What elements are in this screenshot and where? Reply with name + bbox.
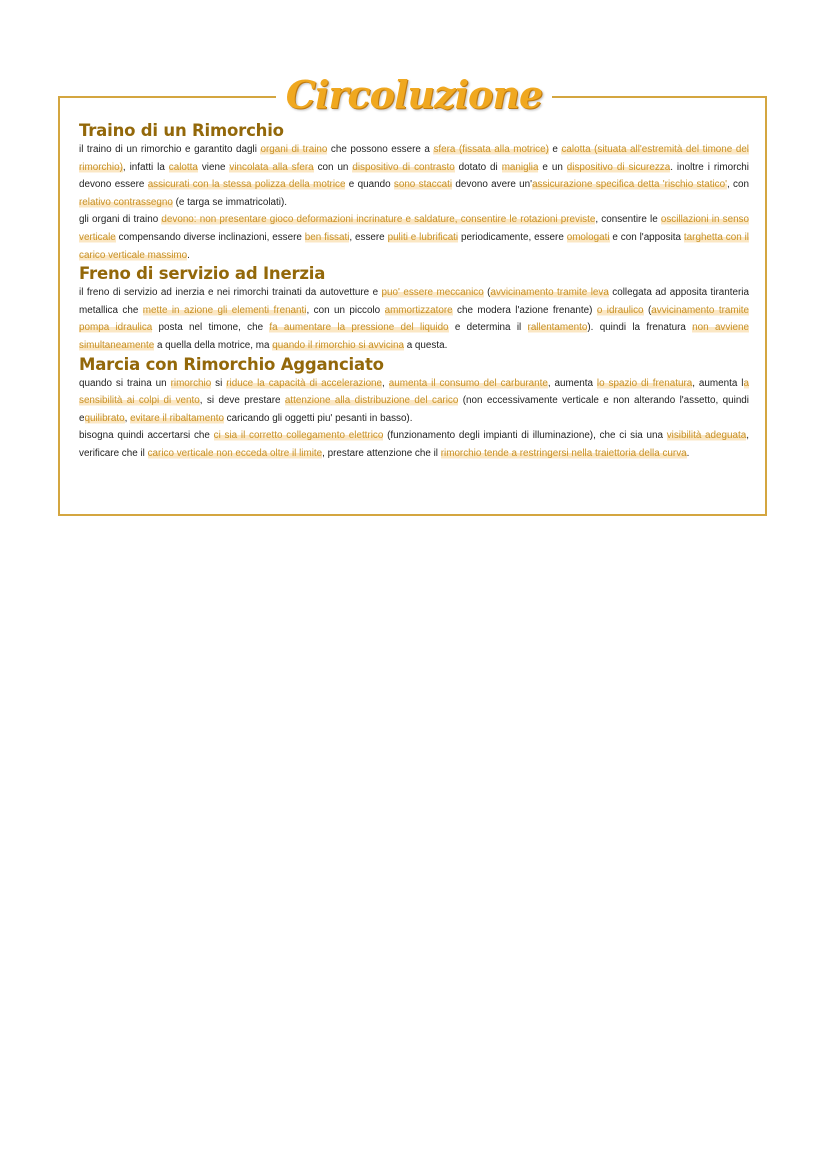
text: quando si traina un [79, 377, 171, 389]
highlighted-text: puliti e lubrificati [387, 231, 459, 243]
highlighted-text: a sensibilità ai colpi di vento [79, 377, 750, 407]
section-heading: Traino di un Rimorchio [79, 121, 284, 140]
text: , prestare attenzione che il [322, 447, 441, 459]
highlighted-text: assicurati con la stessa polizza della motrice [147, 179, 346, 191]
highlighted-text: quando il rimorchio si avvicina [272, 339, 404, 351]
paragraph [79, 375, 749, 428]
text: , consentire le [595, 214, 661, 226]
highlighted-text: devono: non presentare gioco deformazioni incrinature e saldature, consentire le rotazioni previste [161, 214, 596, 226]
text: e con l'apposita [609, 231, 684, 243]
text: . [187, 249, 190, 261]
text: ( [643, 304, 652, 316]
text: collegata ad apposita tiranteria metallica che [79, 287, 749, 316]
highlighted-text: dispositivo di contrasto [352, 161, 455, 173]
section-heading: Marcia con Rimorchio Agganciato [79, 354, 384, 374]
highlighted-text: relativo contrassegno [79, 196, 173, 208]
text: ). quindi la frenatura [587, 322, 693, 334]
text: con un [313, 161, 353, 173]
text: e quando [345, 179, 394, 191]
highlighted-text: quilibrato [84, 412, 125, 424]
text: , infatti la [122, 161, 169, 173]
text: e un [538, 161, 567, 173]
text: il traino di un rimorchio e garantito dagli [79, 144, 261, 155]
text: , [382, 377, 389, 389]
text: dotato di [454, 161, 502, 173]
highlighted-text: o idraulico [596, 304, 644, 316]
text: il freno di servizio ad inerzia e nei rimorchi trainati da autovetture e [79, 287, 382, 299]
text: compensando diverse inclinazioni, essere [115, 231, 305, 243]
highlighted-text: evitare il ribaltamento [130, 412, 224, 424]
highlighted-text: rimorchio tende a restringersi nella traiettoria della curva [440, 447, 687, 459]
highlighted-text: omologati [566, 231, 610, 243]
text: posta nel timone, che [152, 322, 270, 334]
highlighted-text: carico verticale non ecceda oltre il limite [147, 447, 323, 459]
highlighted-text: visibilità adeguata [666, 430, 747, 442]
section-heading: Freno di servizio ad Inerzia [79, 264, 326, 284]
text: devono avere un' [452, 179, 533, 191]
text: , [124, 412, 131, 424]
page-title: Circoluzione [276, 72, 552, 117]
highlighted-text: non avviene simultaneamente [79, 322, 749, 351]
text: periodicamente, essere [458, 231, 567, 243]
highlighted-text: organi di traino [260, 144, 328, 155]
text: , si deve prestare [199, 395, 285, 407]
notes-content [79, 121, 749, 463]
text: , verificare che il [79, 430, 749, 459]
highlighted-text: dispositivo di sicurezza [566, 161, 671, 173]
text: , aumenta [547, 377, 597, 389]
text: bisogna quindi accertarsi che [79, 430, 214, 442]
highlighted-text: oscillazioni in senso verticale [79, 214, 749, 243]
text: che possono essere a [327, 144, 434, 155]
highlighted-text: aumenta il consumo del carburante [388, 377, 548, 389]
highlighted-text: vincolata alla sfera [229, 161, 314, 173]
highlighted-text: riduce la capacità di accelerazione [226, 377, 383, 389]
highlighted-text: lo spazio di frenatura [596, 377, 693, 389]
text: a quella della motrice, ma [154, 339, 273, 351]
highlighted-text: rallentamento [527, 322, 588, 334]
highlighted-text: mette in azione gli elementi frenanti [142, 304, 307, 316]
text: (funzionamento degli impianti di illuminazione), che ci sia una [383, 430, 667, 442]
text: . inoltre i rimorchi devono essere [79, 161, 749, 191]
highlighted-text: ammortizzatore [384, 304, 453, 316]
highlighted-text: sono staccati [393, 179, 453, 191]
text: , essere [349, 231, 388, 243]
text: (e targa se immatricolati). [172, 196, 288, 208]
highlighted-text: attenzione alla distribuzione del carico [284, 395, 459, 407]
title-banner [0, 72, 828, 117]
highlighted-text: avvicinamento tramite pompa idraulica [79, 304, 750, 334]
paragraph [79, 427, 749, 462]
highlighted-text: assicurazione specifica detta 'rischio statico' [532, 179, 727, 191]
highlighted-text: maniglia [501, 161, 539, 173]
text: viene [197, 161, 230, 173]
text: si [211, 377, 227, 389]
text: , con un piccolo [306, 304, 385, 316]
paragraph [79, 284, 749, 354]
highlighted-text: avvicinamento tramite leva [490, 287, 609, 299]
highlighted-text: calotta [168, 161, 198, 173]
text: , aumenta l [692, 377, 744, 389]
paragraph [79, 211, 749, 264]
text: , con [726, 179, 749, 191]
text: (non eccessivamente verticale e non alterando l'assetto, quindi e [79, 395, 749, 424]
text: . [686, 447, 690, 459]
text: e [548, 144, 562, 155]
highlighted-text: fa aumentare la pressione del liquido [269, 322, 449, 334]
highlighted-text: puo' essere meccanico [381, 287, 484, 299]
text: caricando gli oggetti piu' pesanti in basso). [223, 412, 413, 424]
text: che modera l'azione frenante) [452, 304, 597, 316]
text: gli organi di traino [79, 214, 162, 226]
text: ( [483, 287, 491, 299]
highlighted-text: rimorchio [170, 377, 212, 389]
text: a questa. [403, 339, 448, 351]
highlighted-text: ci sia il corretto collegamento elettrico [213, 430, 384, 442]
paragraph [79, 141, 749, 211]
highlighted-text: ben fissati [304, 231, 350, 243]
highlighted-text: targhetta con il carico verticale massimo [79, 231, 749, 261]
text: e determina il [448, 322, 528, 334]
highlighted-text: sfera (fissata alla motrice) [433, 144, 549, 155]
highlighted-text: calotta (situata all'estremità del timone del rimorchio) [79, 144, 750, 173]
